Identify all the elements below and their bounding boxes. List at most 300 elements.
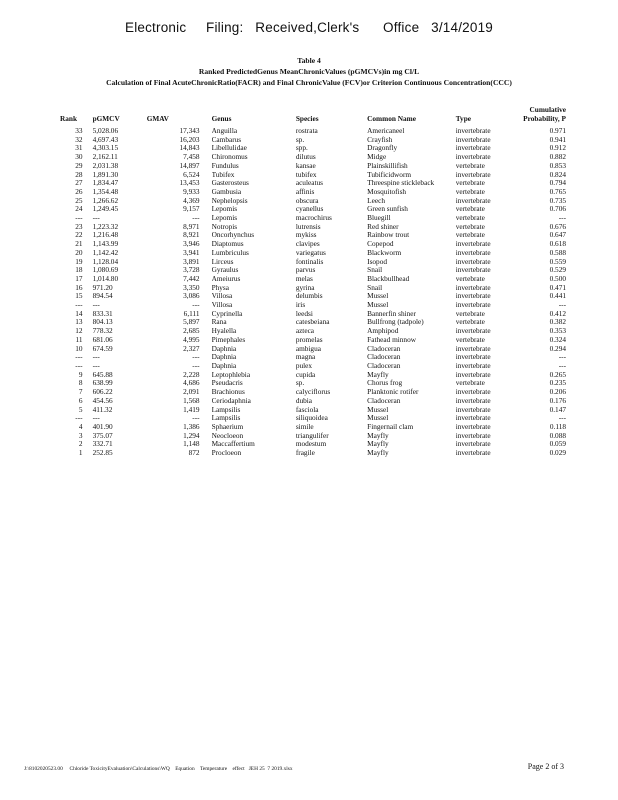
table-row <box>56 223 566 232</box>
cell-type: vertebrate <box>455 309 485 318</box>
cell-gmav: 16,203 <box>179 135 200 144</box>
cell-type: vertebrate <box>455 179 485 188</box>
table-row <box>56 266 566 275</box>
cell-common-name: Rainbow trout <box>367 231 410 240</box>
cell-rank: 10 <box>75 344 83 353</box>
table-row <box>56 144 566 153</box>
cell-rank: 22 <box>75 231 83 240</box>
col-cum-line2: Probability, P <box>523 114 566 123</box>
ranked-pgmcv-table <box>56 101 566 458</box>
cell-type: vertebrate <box>455 231 485 240</box>
cell-type: invertebrate <box>455 405 491 414</box>
cell-cumulative-probability: 0.382 <box>549 318 566 327</box>
cell-cumulative-probability: 0.118 <box>549 422 566 431</box>
cell-common-name: Snail <box>367 266 383 275</box>
cell-cumulative-probability: --- <box>558 301 566 310</box>
cell-common-name: Cladoceran <box>367 361 401 370</box>
cell-common-name: Mayfly <box>367 370 389 379</box>
table-row <box>56 188 566 197</box>
table-row <box>56 179 566 188</box>
cell-type: invertebrate <box>455 361 491 370</box>
table-row <box>56 275 566 284</box>
cell-cumulative-probability: 0.765 <box>549 187 566 196</box>
cell-genus: Procloeon <box>211 449 242 458</box>
cell-pgmcv: 1,249.45 <box>92 205 119 214</box>
cell-genus: Daphnia <box>211 361 237 370</box>
cell-cumulative-probability: 0.647 <box>549 231 566 240</box>
cell-genus: Ameiurus <box>211 274 241 283</box>
cell-genus: Chironomus <box>211 153 248 162</box>
table-row <box>56 432 566 441</box>
cell-pgmcv: 1,142.42 <box>92 248 119 257</box>
cell-common-name: Americaneel <box>367 127 405 135</box>
cell-type: invertebrate <box>455 292 491 301</box>
table-row <box>56 388 566 397</box>
cell-common-name: Fingernail clam <box>367 422 414 431</box>
cell-gmav: 3,946 <box>183 240 200 249</box>
cell-rank: 16 <box>75 283 83 292</box>
cell-gmav: --- <box>192 214 200 223</box>
table-row <box>56 379 566 388</box>
cell-cumulative-probability: 0.706 <box>549 205 566 214</box>
cell-species: catesbeiana <box>295 318 330 327</box>
cell-species: variegatus <box>295 248 326 257</box>
cell-genus: Daphnia <box>211 344 237 353</box>
cell-common-name: Snail <box>367 283 383 292</box>
cell-rank: 30 <box>75 153 83 162</box>
cell-pgmcv: 971.20 <box>92 283 113 292</box>
col-pgmcv: pGMCV <box>92 114 120 123</box>
cell-genus: Pimephales <box>211 335 246 344</box>
cell-common-name: Dragonfly <box>367 144 398 153</box>
cell-type: invertebrate <box>455 353 491 362</box>
table-row <box>56 231 566 240</box>
cell-type: invertebrate <box>455 440 491 449</box>
cell-gmav: 2,091 <box>183 388 200 397</box>
cell-cumulative-probability: --- <box>558 414 566 423</box>
cell-pgmcv: 332.71 <box>92 440 113 449</box>
cell-pgmcv: 606.22 <box>92 388 113 397</box>
cell-cumulative-probability: 0.882 <box>549 153 566 162</box>
table-row <box>56 345 566 354</box>
cell-gmav: 1,294 <box>183 431 200 440</box>
cell-type: invertebrate <box>455 449 491 458</box>
cell-gmav: 4,686 <box>183 379 200 388</box>
cell-pgmcv: 833.31 <box>92 309 113 318</box>
table-row <box>56 440 566 449</box>
cell-type: vertebrate <box>455 205 485 214</box>
cell-pgmcv: 1,223.32 <box>92 222 119 231</box>
table-header-row <box>56 101 566 123</box>
cell-common-name: Mosquitofish <box>367 187 407 196</box>
cell-common-name: Copepod <box>367 240 394 249</box>
cell-genus: Notropis <box>211 222 238 231</box>
cell-species: ambigua <box>295 344 321 353</box>
cell-species: siliquoidea <box>295 414 328 423</box>
cell-gmav: 1,386 <box>183 422 200 431</box>
cell-cumulative-probability: 0.265 <box>549 370 566 379</box>
cell-common-name: Mussel <box>367 292 389 301</box>
cell-genus: Physa <box>211 283 229 292</box>
cell-gmav: 13,453 <box>179 179 200 188</box>
cell-genus: Cambarus <box>211 135 242 144</box>
cell-common-name: Mayfly <box>367 440 389 449</box>
cell-type: invertebrate <box>455 431 491 440</box>
cell-species: fasciola <box>295 405 319 414</box>
cell-type: invertebrate <box>455 248 491 257</box>
cell-gmav: 9,933 <box>183 187 200 196</box>
cell-type: vertebrate <box>455 187 485 196</box>
cell-rank: 4 <box>78 422 83 431</box>
cell-pgmcv: 4,303.15 <box>92 144 119 153</box>
cell-common-name: Leech <box>367 196 385 205</box>
cell-gmav: 2,228 <box>183 370 200 379</box>
cell-type: invertebrate <box>455 266 491 275</box>
cell-pgmcv: 778.32 <box>92 327 113 336</box>
cell-pgmcv: 375.07 <box>92 431 113 440</box>
cell-common-name: Isopod <box>367 257 388 266</box>
cell-genus: Gambusia <box>211 187 242 196</box>
cell-genus: Gyraulus <box>211 266 239 275</box>
cell-rank: --- <box>75 214 83 223</box>
cell-genus: Lampsilis <box>211 405 241 414</box>
cell-species: mykiss <box>295 231 317 240</box>
cell-pgmcv: 411.32 <box>92 405 113 414</box>
cell-cumulative-probability: 0.853 <box>549 161 566 170</box>
col-type: Type <box>455 114 472 123</box>
cell-genus: Villosa <box>211 301 233 310</box>
cell-gmav: 8,971 <box>183 222 200 231</box>
cell-type: vertebrate <box>455 214 485 223</box>
cell-gmav: 7,442 <box>183 274 200 283</box>
cell-gmav: 8,921 <box>183 231 200 240</box>
cell-type: invertebrate <box>455 144 491 153</box>
cell-gmav: 9,157 <box>183 205 200 214</box>
page-number: Page 2 of 3 <box>527 762 564 771</box>
cell-type: vertebrate <box>455 379 485 388</box>
cell-genus: Lirceus <box>211 257 234 266</box>
cell-rank: 2 <box>78 440 83 449</box>
cell-cumulative-probability: 0.618 <box>549 240 566 249</box>
cell-gmav: 17,343 <box>179 127 200 135</box>
cell-genus: Pseudacris <box>211 379 243 388</box>
cell-species: magna <box>295 353 316 362</box>
cell-species: promelas <box>295 335 323 344</box>
cell-rank: --- <box>75 361 83 370</box>
cell-cumulative-probability: 0.912 <box>549 144 566 153</box>
cell-species: melas <box>295 274 313 283</box>
table-row <box>56 301 566 310</box>
cell-common-name: Mayfly <box>367 449 389 458</box>
cell-species: affinis <box>295 187 315 196</box>
col-gmav: GMAV <box>146 114 169 123</box>
cell-pgmcv: --- <box>92 301 100 310</box>
file-path-footer: J:\8102020523.00 Chloride ToxicityEvaluation\Calculations\WQ Equation Temperature effect JEH 25 7 2019.xlsx <box>24 766 293 772</box>
cell-gmav: 14,897 <box>179 161 200 170</box>
cell-species: calyciflorus <box>295 388 331 397</box>
cell-cumulative-probability: 0.441 <box>549 292 566 301</box>
cell-species: sp. <box>295 135 305 144</box>
cell-rank: 29 <box>75 161 83 170</box>
cell-genus: Anguilla <box>211 127 238 135</box>
cell-pgmcv: 645.88 <box>92 370 113 379</box>
cell-type: invertebrate <box>455 196 491 205</box>
cell-pgmcv: 454.56 <box>92 396 113 405</box>
cell-rank: 23 <box>75 222 83 231</box>
cell-cumulative-probability: 0.676 <box>549 222 566 231</box>
cell-cumulative-probability: --- <box>558 361 566 370</box>
cell-gmav: 1,568 <box>183 396 200 405</box>
cell-common-name: Blackbullhead <box>367 274 410 283</box>
cell-genus: Nephelopsis <box>211 196 248 205</box>
table-row <box>56 327 566 336</box>
cell-pgmcv: 804.13 <box>92 318 113 327</box>
cell-genus: Diaptomus <box>211 240 244 249</box>
cell-rank: 17 <box>75 274 83 283</box>
cell-type: invertebrate <box>455 283 491 292</box>
cell-gmav: --- <box>192 361 200 370</box>
cell-type: invertebrate <box>455 301 491 310</box>
cell-common-name: Blackworm <box>367 248 402 257</box>
cell-species: macrochirus <box>295 214 332 223</box>
cell-species: triangulifer <box>295 431 329 440</box>
cell-gmav: 5,897 <box>183 318 200 327</box>
cell-species: cupida <box>295 370 316 379</box>
cell-genus: Sphaerium <box>211 422 244 431</box>
cell-rank: 31 <box>75 144 83 153</box>
cell-type: vertebrate <box>455 335 485 344</box>
cell-pgmcv: 2,031.38 <box>92 161 119 170</box>
col-rank: Rank <box>60 114 78 123</box>
table-subtitle: Calculation of Final AcuteChronicRatio(FACR) and Final ChronicValue (FCV)or Criterion Continuous Concentration(CCC) <box>106 78 512 87</box>
cell-rank: 18 <box>75 266 83 275</box>
table-row <box>56 258 566 267</box>
table-body <box>56 123 566 458</box>
cell-pgmcv: --- <box>92 414 100 423</box>
table-row <box>56 336 566 345</box>
table-row <box>56 153 566 162</box>
cell-rank: 27 <box>75 179 83 188</box>
cell-type: vertebrate <box>455 161 485 170</box>
cell-gmav: 3,941 <box>183 248 200 257</box>
cell-type: invertebrate <box>455 153 491 162</box>
cell-gmav: 872 <box>188 449 200 458</box>
cell-common-name: Planktonic rotifer <box>367 388 419 397</box>
cell-genus: Daphnia <box>211 353 237 362</box>
cell-rank: 24 <box>75 205 83 214</box>
cell-cumulative-probability: 0.971 <box>549 127 566 135</box>
cell-gmav: 3,086 <box>183 292 200 301</box>
cell-rank: --- <box>75 414 83 423</box>
cell-gmav: 7,458 <box>183 153 200 162</box>
cell-genus: Tubifex <box>211 170 235 179</box>
cell-genus: Brachionus <box>211 388 245 397</box>
cell-pgmcv: 2,162.11 <box>92 153 118 162</box>
cell-gmav: 6,524 <box>183 170 200 179</box>
table-title: Ranked PredictedGenus MeanChronicValues (pGMCVs)in mg Cl/L <box>198 67 420 76</box>
cell-type: invertebrate <box>455 370 491 379</box>
cell-common-name: Crayfish <box>367 135 393 144</box>
cell-cumulative-probability: --- <box>558 214 566 223</box>
table-row <box>56 292 566 301</box>
cell-genus: Gasterosteus <box>211 179 249 188</box>
cell-type: invertebrate <box>455 170 491 179</box>
cell-rank: 11 <box>75 335 83 344</box>
cell-type: invertebrate <box>455 422 491 431</box>
cell-pgmcv: 4,697.43 <box>92 135 119 144</box>
cell-cumulative-probability: 0.324 <box>549 335 566 344</box>
cell-common-name: Bullfrong (tadpole) <box>367 318 424 327</box>
cell-cumulative-probability: 0.029 <box>549 449 566 458</box>
cell-gmav: 3,728 <box>183 266 200 275</box>
table-row <box>56 397 566 406</box>
col-genus: Genus <box>211 114 232 123</box>
table-row <box>56 362 566 371</box>
cell-gmav: --- <box>192 301 200 310</box>
cell-common-name: Midge <box>367 153 387 162</box>
col-species: Species <box>295 114 319 123</box>
table-row <box>56 214 566 223</box>
cell-species: gyrina <box>295 283 315 292</box>
cell-genus: Lepomis <box>211 214 238 223</box>
table-row <box>56 371 566 380</box>
cell-pgmcv: 5,028.06 <box>92 127 119 135</box>
cell-rank: 13 <box>75 318 83 327</box>
cell-common-name: Tubificidworm <box>367 170 412 179</box>
cell-pgmcv: 1,143.99 <box>92 240 119 249</box>
cell-rank: 1 <box>78 449 83 458</box>
cell-common-name: Mayfly <box>367 431 389 440</box>
cell-common-name: Red shiner <box>367 222 399 231</box>
cell-rank: 26 <box>75 187 83 196</box>
cell-type: invertebrate <box>455 414 491 423</box>
cell-species: fragile <box>295 449 315 458</box>
cell-pgmcv: 1,128.04 <box>92 257 119 266</box>
cell-pgmcv: 681.06 <box>92 335 113 344</box>
cell-cumulative-probability: 0.500 <box>549 274 566 283</box>
cell-genus: Rana <box>211 318 227 327</box>
cell-common-name: Cladoceran <box>367 353 401 362</box>
cell-cumulative-probability: 0.794 <box>549 179 566 188</box>
cell-pgmcv: 1,014.80 <box>92 274 119 283</box>
cell-gmav: 1,148 <box>183 440 200 449</box>
cell-species: azteca <box>295 327 315 336</box>
cell-genus: Villosa <box>211 292 233 301</box>
cell-genus: Lumbriculus <box>211 248 249 257</box>
cell-species: fontinalis <box>295 257 324 266</box>
cell-species: sp. <box>295 379 305 388</box>
cell-cumulative-probability: 0.941 <box>549 135 566 144</box>
cell-cumulative-probability: 0.088 <box>549 431 566 440</box>
cell-common-name: Chorus frog <box>367 379 403 388</box>
cell-genus: Lampsilis <box>211 414 241 423</box>
cell-pgmcv: 1,266.62 <box>92 196 119 205</box>
cell-rank: 7 <box>78 388 83 397</box>
cell-gmav: 4,995 <box>183 335 200 344</box>
cell-genus: Oncorhynchus <box>211 231 255 240</box>
table-row <box>56 449 566 458</box>
cell-type: invertebrate <box>455 396 491 405</box>
cell-type: invertebrate <box>455 127 491 135</box>
cell-species: simile <box>295 422 314 431</box>
cell-pgmcv: --- <box>92 361 100 370</box>
cell-species: dubia <box>295 396 313 405</box>
cell-gmav: 4,369 <box>183 196 200 205</box>
table-row <box>56 205 566 214</box>
cell-type: invertebrate <box>455 388 491 397</box>
cell-species: modestum <box>295 440 327 449</box>
cell-cumulative-probability: 0.735 <box>549 196 566 205</box>
cell-common-name: Bluegill <box>367 214 391 223</box>
cell-genus: Cyprinella <box>211 309 243 318</box>
cell-species: clavipes <box>295 240 320 249</box>
table-title-block <box>0 55 618 88</box>
cell-rank: 20 <box>75 248 83 257</box>
cell-type: vertebrate <box>455 222 485 231</box>
cell-rank: 14 <box>75 309 83 318</box>
cell-species: iris <box>295 301 306 310</box>
table-row <box>56 318 566 327</box>
cell-species: kansae <box>295 161 316 170</box>
cell-common-name: Mussel <box>367 301 389 310</box>
cell-species: lutrensis <box>295 222 321 231</box>
cell-type: invertebrate <box>455 257 491 266</box>
cell-cumulative-probability: 0.529 <box>549 266 566 275</box>
cell-rank: 33 <box>75 127 83 135</box>
table-row <box>56 127 566 136</box>
electronic-filing-stamp: Electronic Filing: Received,Clerk's Office 3/14/2019 <box>125 20 493 35</box>
cell-species: aculeatus <box>295 179 323 188</box>
cell-cumulative-probability: 0.147 <box>549 405 566 414</box>
cell-common-name: Mussel <box>367 414 389 423</box>
cell-cumulative-probability: 0.412 <box>549 309 566 318</box>
table-row <box>56 423 566 432</box>
cell-common-name: Fathead minnow <box>367 335 416 344</box>
table-row <box>56 136 566 145</box>
cell-common-name: Cladoceran <box>367 344 401 353</box>
cell-rank: 12 <box>75 327 83 336</box>
cell-rank: 25 <box>75 196 83 205</box>
cell-type: invertebrate <box>455 135 491 144</box>
cell-gmav: --- <box>192 414 200 423</box>
cell-gmav: 2,685 <box>183 327 200 336</box>
cell-common-name: Green sunfish <box>367 205 408 214</box>
cell-pgmcv: 638.99 <box>92 379 113 388</box>
cell-cumulative-probability: 0.588 <box>549 248 566 257</box>
table-row <box>56 162 566 171</box>
cell-type: invertebrate <box>455 327 491 336</box>
cell-common-name: Amphipod <box>367 327 399 336</box>
cell-genus: Lepomis <box>211 205 238 214</box>
cell-species: obscura <box>295 196 319 205</box>
table-row <box>56 284 566 293</box>
table-row <box>56 249 566 258</box>
cell-genus: Maccaffertium <box>211 440 255 449</box>
cell-rank: 19 <box>75 257 83 266</box>
cell-cumulative-probability: --- <box>558 353 566 362</box>
table-row <box>56 197 566 206</box>
cell-species: pulex <box>295 361 313 370</box>
cell-pgmcv: 252.85 <box>92 449 113 458</box>
cell-rank: 32 <box>75 135 83 144</box>
cell-pgmcv: 674.59 <box>92 344 113 353</box>
cell-type: invertebrate <box>455 240 491 249</box>
cell-gmav: 14,843 <box>179 144 200 153</box>
cell-genus: Fundulus <box>211 161 239 170</box>
cell-species: rostrata <box>295 127 318 135</box>
table-row <box>56 414 566 423</box>
cell-gmav: 3,891 <box>183 257 200 266</box>
